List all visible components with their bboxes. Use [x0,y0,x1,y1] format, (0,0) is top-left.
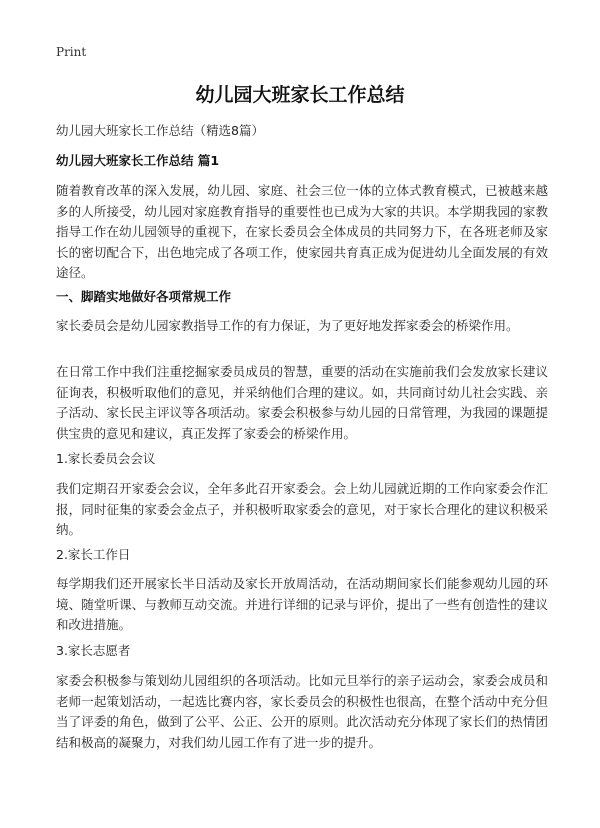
intro-paragraph: 随着教育改革的深入发展，幼儿园、家庭、社会三位一体的立体式教育模式，已被越来越多的人所接受，幼儿园对家庭教育指导的重要性也已成为大家的共识。本学期我园的家教指导工作在幼儿园领导的重视下，在家长委员会全体成员的共同努力下，在各班老师及家长的密切配合下，出色地完成了各项工作，使家园共育真正成为促进幼儿全面发展的有效途径。 [56,183,548,280]
part-heading: 一、脚踏实地做好各项常规工作 [56,289,232,304]
item-heading-meeting: 1.家长委员会会议 [56,451,156,466]
item-text-volunteer: 家委会积极参与策划幼儿园组织的各项活动。比如元旦举行的亲子运动会，家委会成员和老师一起策划活动，一起选比赛内容，家长委员会的积极性也很高，在整个活动中充分但当了评委的角色，做到了公平、公正、公开的原则。此次活动充分体现了家长们的热情团结和极高的凝聚力，对我们幼儿园工作有了进一步的提升。 [56,673,548,750]
item-text-workday: 每学期我们还开展家长半日活动及家长开放周活动，在活动期间家长们能参观幼儿园的环境、随堂听课、与教师互动交流。并进行详细的记录与评价，提出了一些有创造性的建议和改进措施。 [56,576,548,632]
print-link[interactable]: Print [56,45,87,59]
paragraph-committee: 家长委员会是幼儿园家教指导工作的有力保证，为了更好地发挥家委会的桥梁作用。 [56,318,519,333]
section-heading: 幼儿园大班家长工作总结 篇1 [56,153,220,168]
item-heading-volunteer: 3.家长志愿者 [56,643,131,658]
document-title: 幼儿园大班家长工作总结 [195,84,405,106]
paragraph-daily-work: 在日常工作中我们注重挖掘家委员成员的智慧，重要的活动在实施前我们会发放家长建议征询表，积极听取他们的意见，并采纳他们合理的建议。如，共同商讨幼儿社会实践、亲子活动、家长民主评议等各项活动。家委会积极参与幼儿园的日常管理，为我园的课题提供宝贵的意见和建议，真正发挥了家委会的桥梁作用。 [56,364,548,441]
item-heading-workday: 2.家长工作日 [56,547,131,562]
document-subtitle: 幼儿园大班家长工作总结（精选8篇） [56,123,264,138]
item-text-meeting: 我们定期召开家委会会议，全年多此召开家委会。会上幼儿园就近期的工作向家委会作汇报，同时征集的家委会金点子，并积极听取家委会的意见，对于家长合理化的建议积极采纳。 [56,481,548,537]
